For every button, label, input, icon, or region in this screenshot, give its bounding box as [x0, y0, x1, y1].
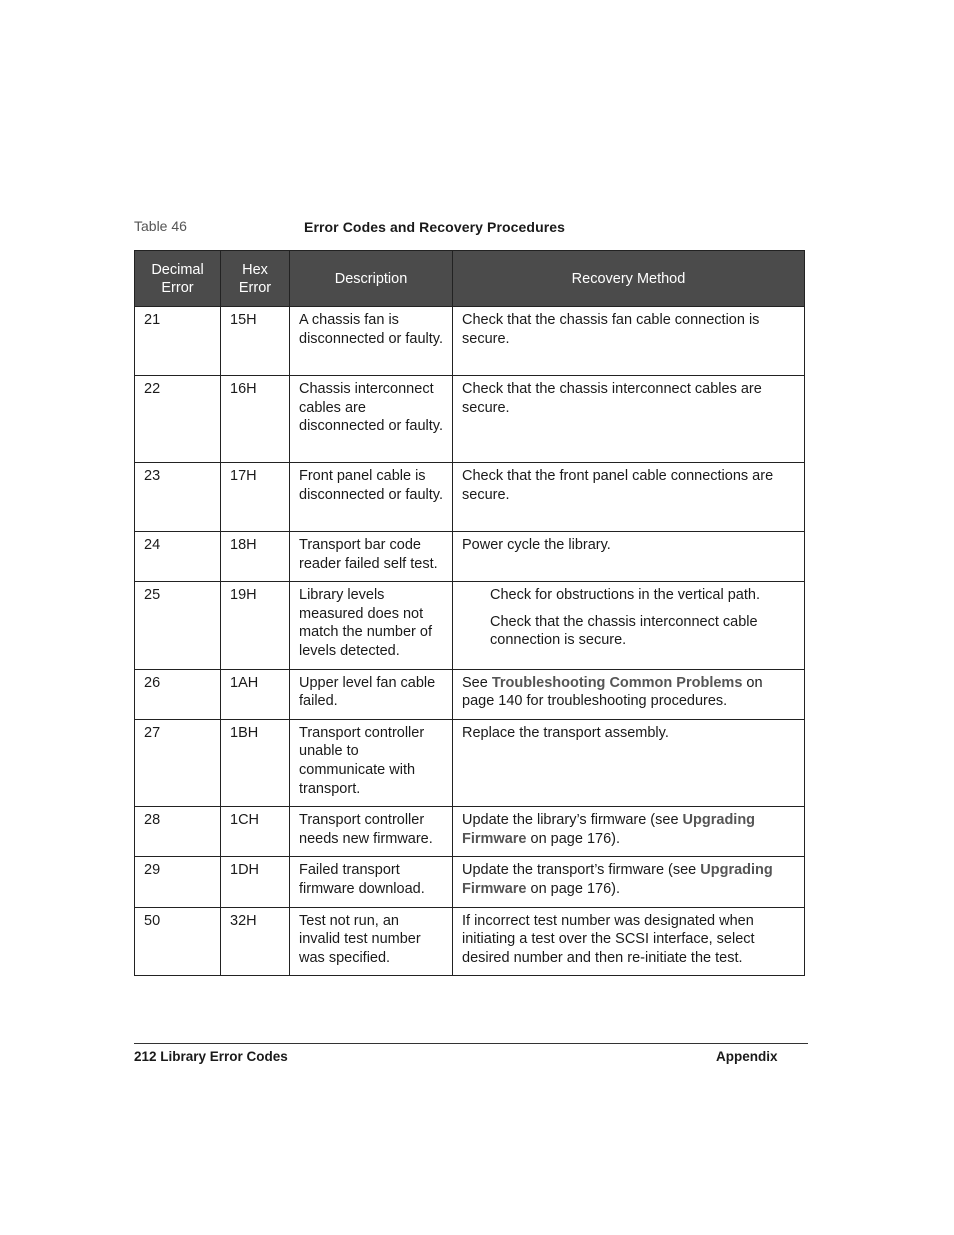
cell-recovery: Check that the front panel cable connections are secure.: [453, 463, 805, 532]
cell-decimal: 24: [135, 532, 221, 582]
cell-recovery: Update the transport’s firmware (see Upgrading Firmware on page 176).: [453, 857, 805, 907]
cell-description: Library levels measured does not match the number of levels detected.: [290, 582, 453, 669]
cell-description: Test not run, an invalid test number was specified.: [290, 907, 453, 976]
table-row: [135, 807, 805, 857]
cell-recovery: Power cycle the library.: [453, 532, 805, 582]
xref-upgrading-firmware-link[interactable]: Upgrading Firmware: [462, 812, 756, 847]
cell-hex: 32H: [221, 907, 290, 976]
cell-decimal: 26: [135, 669, 221, 719]
cell-recovery: Update the library’s firmware (see Upgrading Firmware on page 176).: [453, 807, 805, 857]
cell-description: Chassis interconnect cables are disconnected or faulty.: [290, 376, 453, 463]
cell-description: Transport controller needs new firmware.: [290, 807, 453, 857]
cell-decimal: 27: [135, 719, 221, 806]
header-description: Description: [290, 251, 453, 307]
error-codes-table: [134, 250, 805, 976]
table-row: [135, 463, 805, 532]
footer-page-label: 212 Library Error Codes: [134, 1049, 288, 1064]
cell-description: Failed transport firmware download.: [290, 857, 453, 907]
cell-description: A chassis fan is disconnected or faulty.: [290, 307, 453, 376]
cell-decimal: 25: [135, 582, 221, 669]
table-row: [135, 857, 805, 907]
cell-recovery: [453, 582, 805, 669]
cell-description: Transport bar code reader failed self test.: [290, 532, 453, 582]
cell-decimal: 22: [135, 376, 221, 463]
cell-decimal: 50: [135, 907, 221, 976]
footer-rule: [134, 1043, 808, 1044]
cell-hex: 17H: [221, 463, 290, 532]
recovery-step: Check for obstructions in the vertical path.: [490, 587, 760, 604]
table-row: [135, 719, 805, 806]
header-hex-error: Hex Error: [221, 251, 290, 307]
cell-recovery: If incorrect test number was designated when initiating a test over the SCSI interface, select desired number and then re-initiate the test.: [453, 907, 805, 976]
cell-recovery: Check that the chassis interconnect cables are secure.: [453, 376, 805, 463]
cell-description: Front panel cable is disconnected or faulty.: [290, 463, 453, 532]
cell-decimal: 28: [135, 807, 221, 857]
header-decimal-error: Decimal Error: [135, 251, 221, 307]
footer-section-label: Appendix: [716, 1049, 778, 1064]
cell-decimal: 29: [135, 857, 221, 907]
cell-decimal: 21: [135, 307, 221, 376]
table-row: [135, 532, 805, 582]
cell-description: Transport controller unable to communicate with transport.: [290, 719, 453, 806]
cell-hex: 1CH: [221, 807, 290, 857]
cell-hex: 1DH: [221, 857, 290, 907]
table-row: [135, 582, 805, 669]
table-row: [135, 669, 805, 719]
cell-hex: 1AH: [221, 669, 290, 719]
cell-hex: 16H: [221, 376, 290, 463]
table-title: Error Codes and Recovery Procedures: [304, 219, 566, 235]
xref-troubleshooting-link[interactable]: Troubleshooting Common Problems: [491, 674, 743, 691]
cell-hex: 1BH: [221, 719, 290, 806]
cell-description: Upper level fan cable failed.: [290, 669, 453, 719]
cell-recovery: Replace the transport assembly.: [453, 719, 805, 806]
table-number: Table 46: [134, 218, 187, 234]
table-header-row: [135, 251, 805, 307]
cell-recovery: See Troubleshooting Common Problems on page 140 for troubleshooting procedures.: [453, 669, 805, 719]
table-row: [135, 307, 805, 376]
cell-hex: 19H: [221, 582, 290, 669]
table-row: [135, 907, 805, 976]
header-recovery-method: Recovery Method: [453, 251, 805, 307]
recovery-step: Check that the chassis interconnect cable connection is secure.: [490, 613, 758, 649]
cell-decimal: 23: [135, 463, 221, 532]
cell-hex: 18H: [221, 532, 290, 582]
table-row: [135, 376, 805, 463]
cell-hex: 15H: [221, 307, 290, 376]
xref-upgrading-firmware-link[interactable]: Upgrading Firmware: [462, 862, 773, 897]
table-caption: [134, 218, 804, 240]
cell-recovery: Check that the chassis fan cable connection is secure.: [453, 307, 805, 376]
